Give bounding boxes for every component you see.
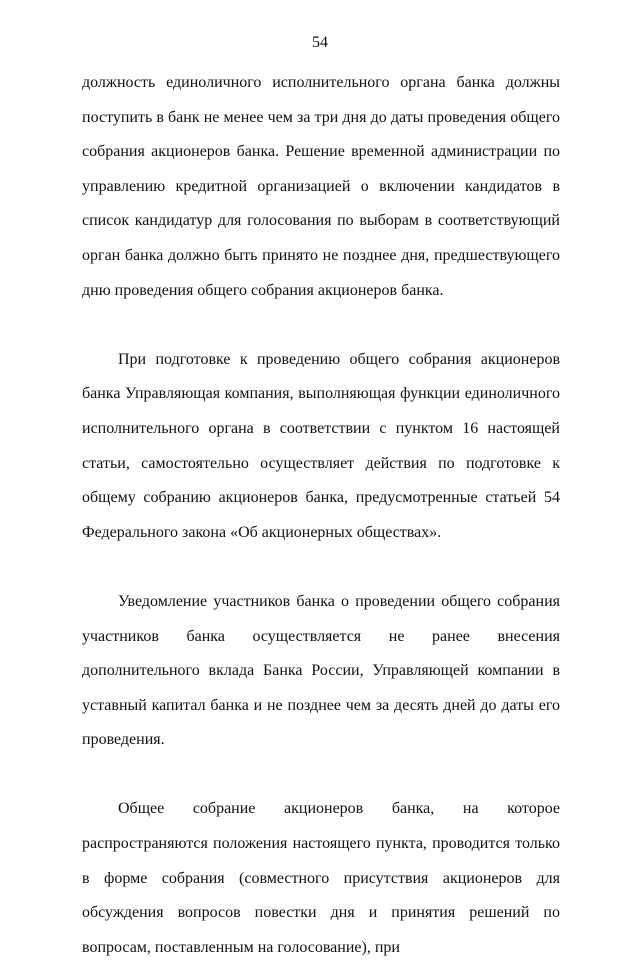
paragraph: При подготовке к проведению общего собрания акционеров банка Управляющая компания, выполняющая функции единоличного исполнительного органа в соответствии с пунктом 16 настоящей статьи, самостоятельно осуществляет действия по подготовке к общему собранию акционеров банка, предусмотренные статьей 54 Федерального закона «Об акционерных обществах». (82, 350, 560, 541)
body-text (82, 66, 560, 965)
page-number: 54 (312, 34, 328, 51)
paragraph: Общее собрание акционеров банка, на которое распространяются положения настоящего пункта, проводится только в форме собрания (совместного присутствия акционеров для обсуждения вопросов повестки дня и принятия решений по вопросам, поставленным на голосование), при (82, 800, 560, 956)
paragraph: должность единоличного исполнительного органа банка должны поступить в банк не менее чем за три дня до даты проведения общего собрания акционеров банка. Решение временной администрации по управлению кредитной организацией о включении кандидатов в список кандидатур для голосования по выборам в соответствующий орган банка должно быть принято не позднее дня, предшествующего дню проведения общего собрания акционеров банка. (82, 74, 560, 299)
paragraph: Уведомление участников банка о проведении общего собрания участников банка осуществляется не ранее внесения дополнительного вклада Банка России, Управляющей компании в уставный капитал банка и не позднее чем за десять дней до даты его проведения. (82, 592, 560, 749)
